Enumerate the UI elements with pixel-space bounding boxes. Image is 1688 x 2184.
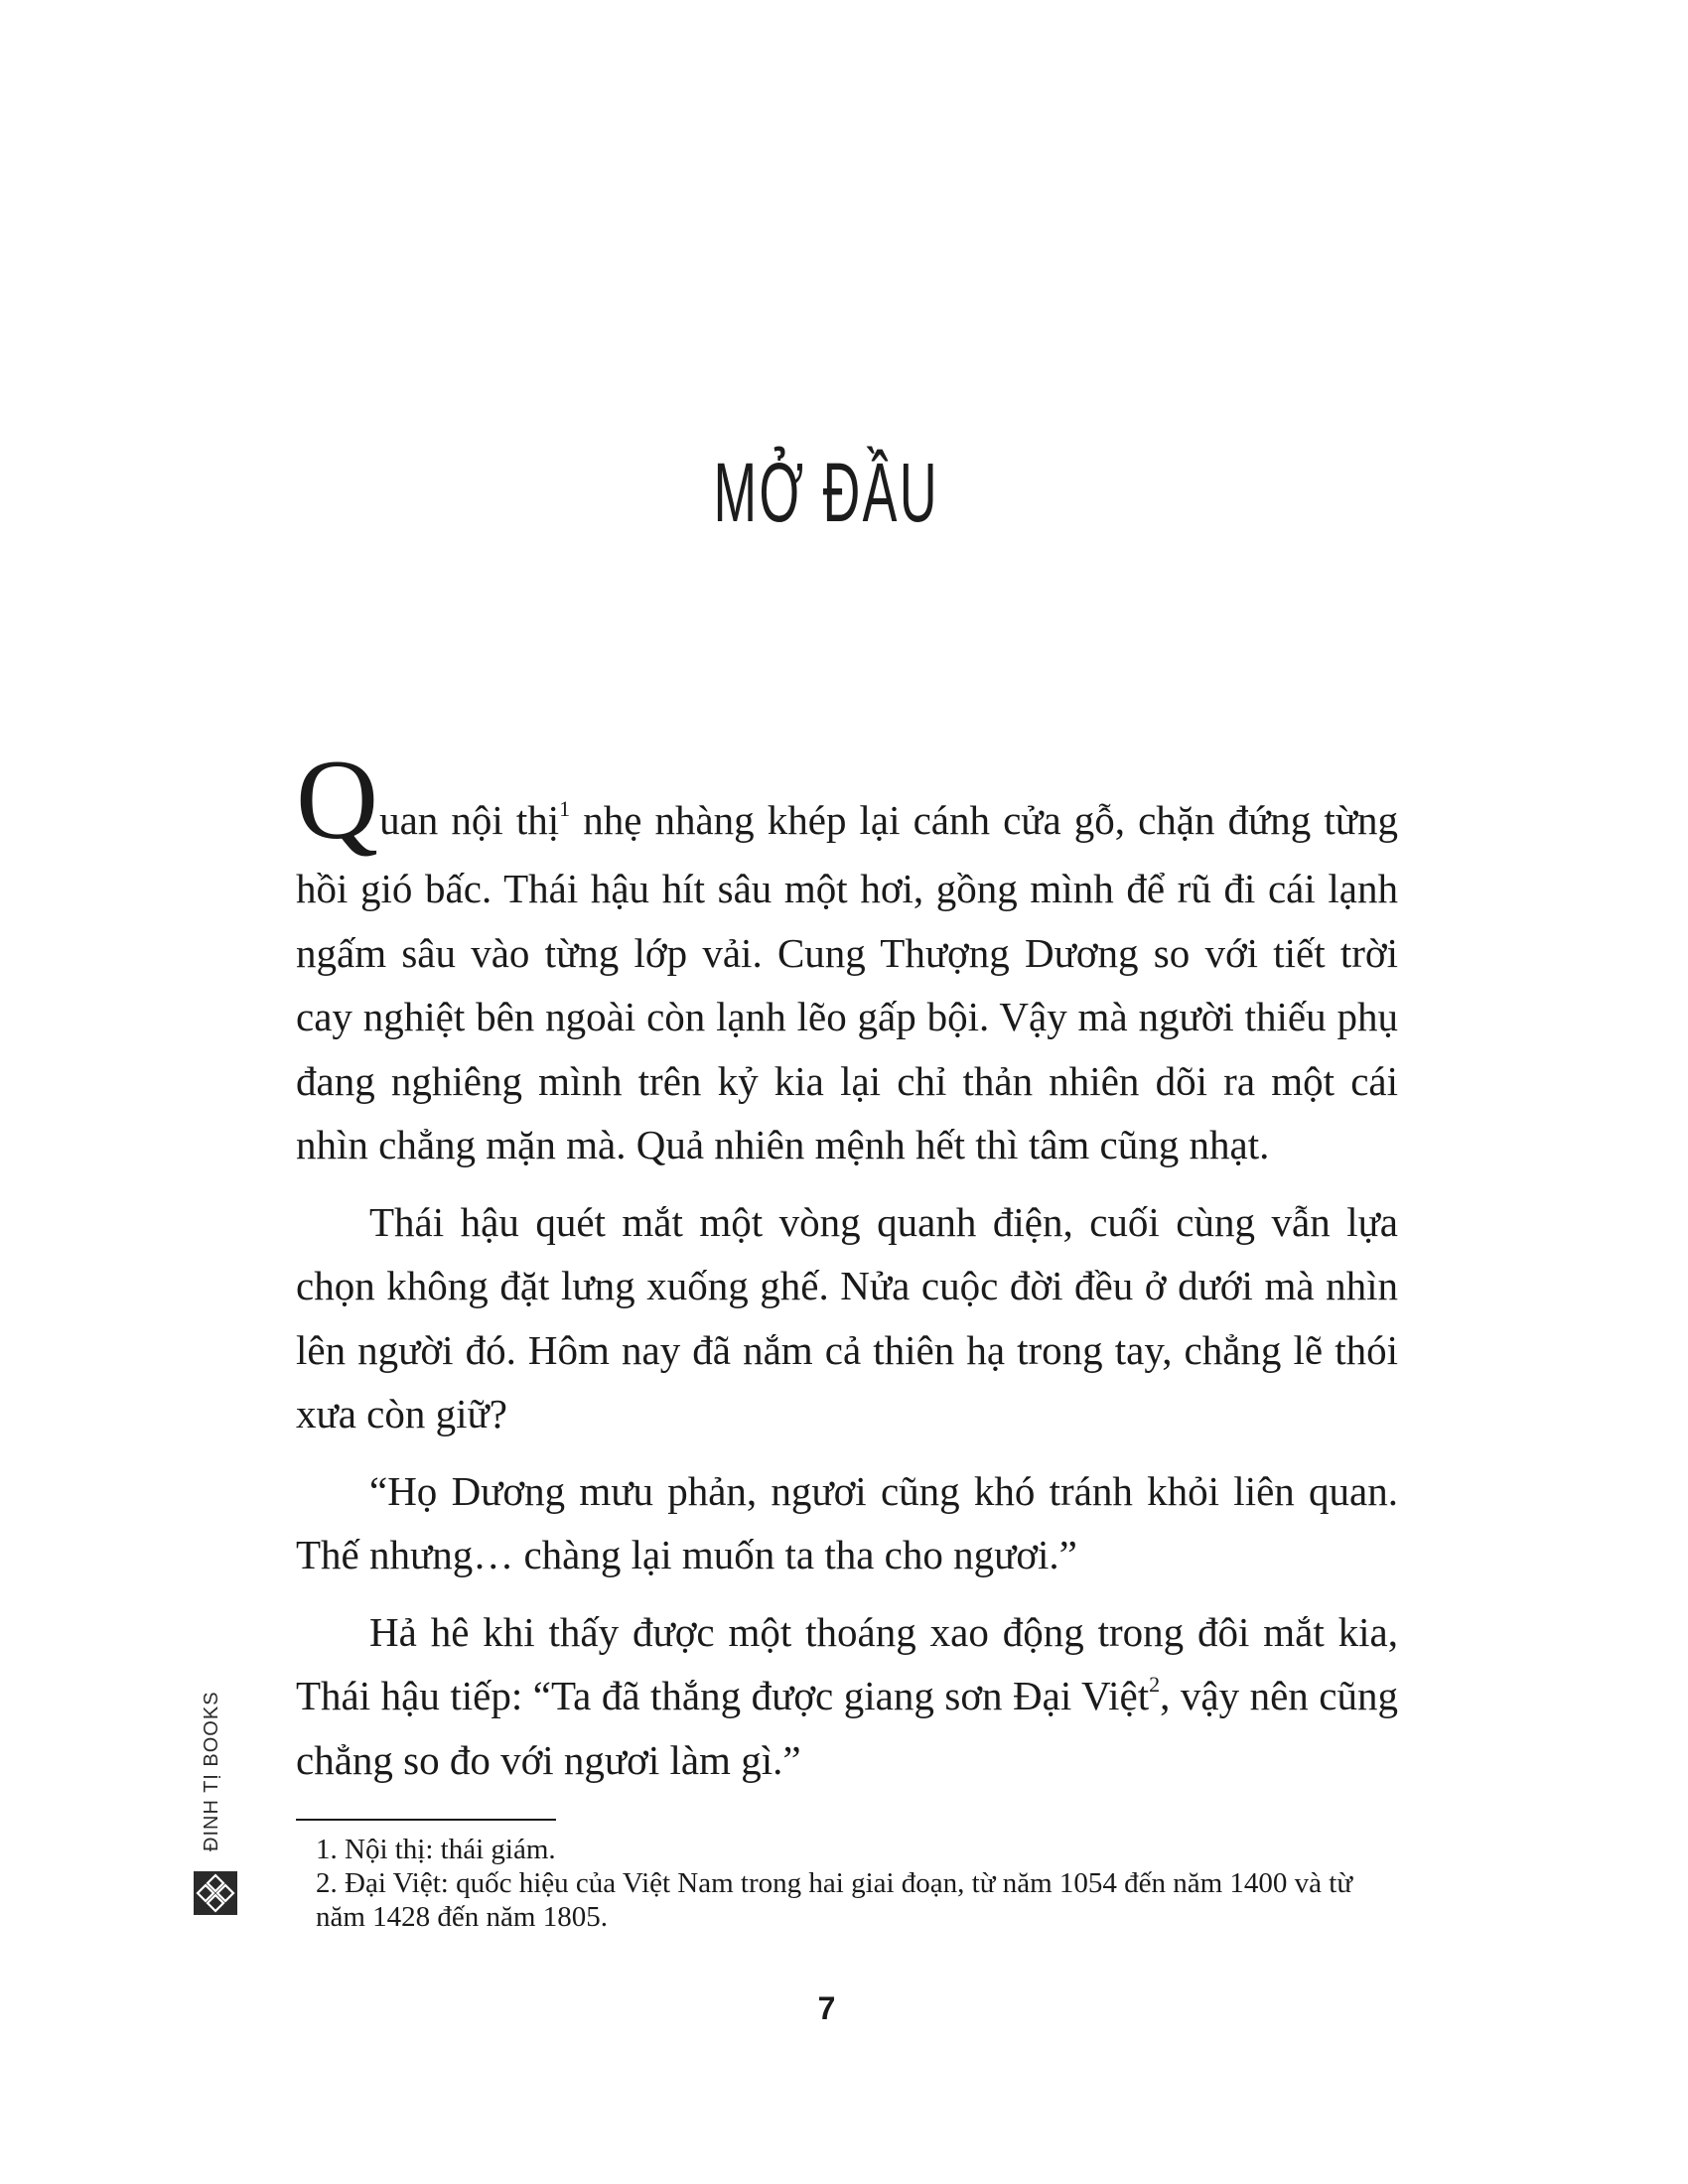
paragraph-1-text-b: nhẹ nhàng khép lại cánh cửa gỗ, chặn đứng từng hồi gió bấc. Thái hậu hít sâu một hơi, gồng mình để rũ đi cái lạnh ngấm sâu vào từng lớp vải. Cung Thượng Dương so với tiết trời cay nghiệt bên ngoài còn lạnh lẽo gấp bội. Vậy mà người thiếu phụ đang nghiêng mình trên kỷ kia lại chỉ thản nhiên dõi ra một cái nhìn chẳng mặn mà. Quả nhiên mệnh hết thì tâm cũng nhạt.: [296, 797, 1398, 1167]
dinh-ti-logo-icon: [193, 1870, 238, 1916]
paragraph-4-text-b: , vậy nên cũng chẳng so đo với ngươi làm gì.”: [296, 1673, 1398, 1783]
paragraph-1: [296, 737, 1398, 1177]
paragraph-4: [296, 1600, 1398, 1793]
footnotes: [316, 1833, 1398, 1934]
paragraph-3: “Họ Dương mưu phản, ngươi cũng khó tránh khỏi liên quan. Thế nhưng… chàng lại muốn ta tha cho ngươi.”: [296, 1467, 1398, 1577]
publisher-name: ĐINH TỊ BOOKS: [201, 1691, 222, 1851]
footnote-ref-2: 2: [1149, 1672, 1161, 1698]
paragraph-4-text-a: Hả hê khi thấy được một thoáng xao động trong đôi mắt kia, Thái hậu tiếp: “Ta đã thắng được giang sơn Đại Việt: [296, 1608, 1398, 1718]
footnote-divider: [296, 1819, 556, 1821]
page-number: 7: [817, 1990, 836, 2026]
footnote-1: 1. Nội thị: thái giám.: [316, 1834, 556, 1865]
footnote-2: 2. Đại Việt: quốc hiệu của Việt Nam trong hai giai đoạn, từ năm 1054 đến năm 1400 và từ năm 1428 đến năm 1805.: [316, 1867, 1353, 1933]
body-text: [296, 737, 1398, 1805]
publisher-mark: [185, 1691, 244, 1936]
footnote-ref-1: 1: [559, 796, 571, 822]
chapter-title: MỞ ĐẦU: [713, 446, 939, 539]
drop-cap: Q: [296, 737, 379, 863]
paragraph-1-text-a: uan nội thị: [379, 797, 560, 843]
paragraph-2: Thái hậu quét mắt một vòng quanh điện, cuối cùng vẫn lựa chọn không đặt lưng xuống ghế. Nửa cuộc đời đều ở dưới mà nhìn lên người đó. Hôm nay đã nắm cả thiên hạ trong tay, chẳng lẽ thói xưa còn giữ?: [296, 1198, 1398, 1436]
